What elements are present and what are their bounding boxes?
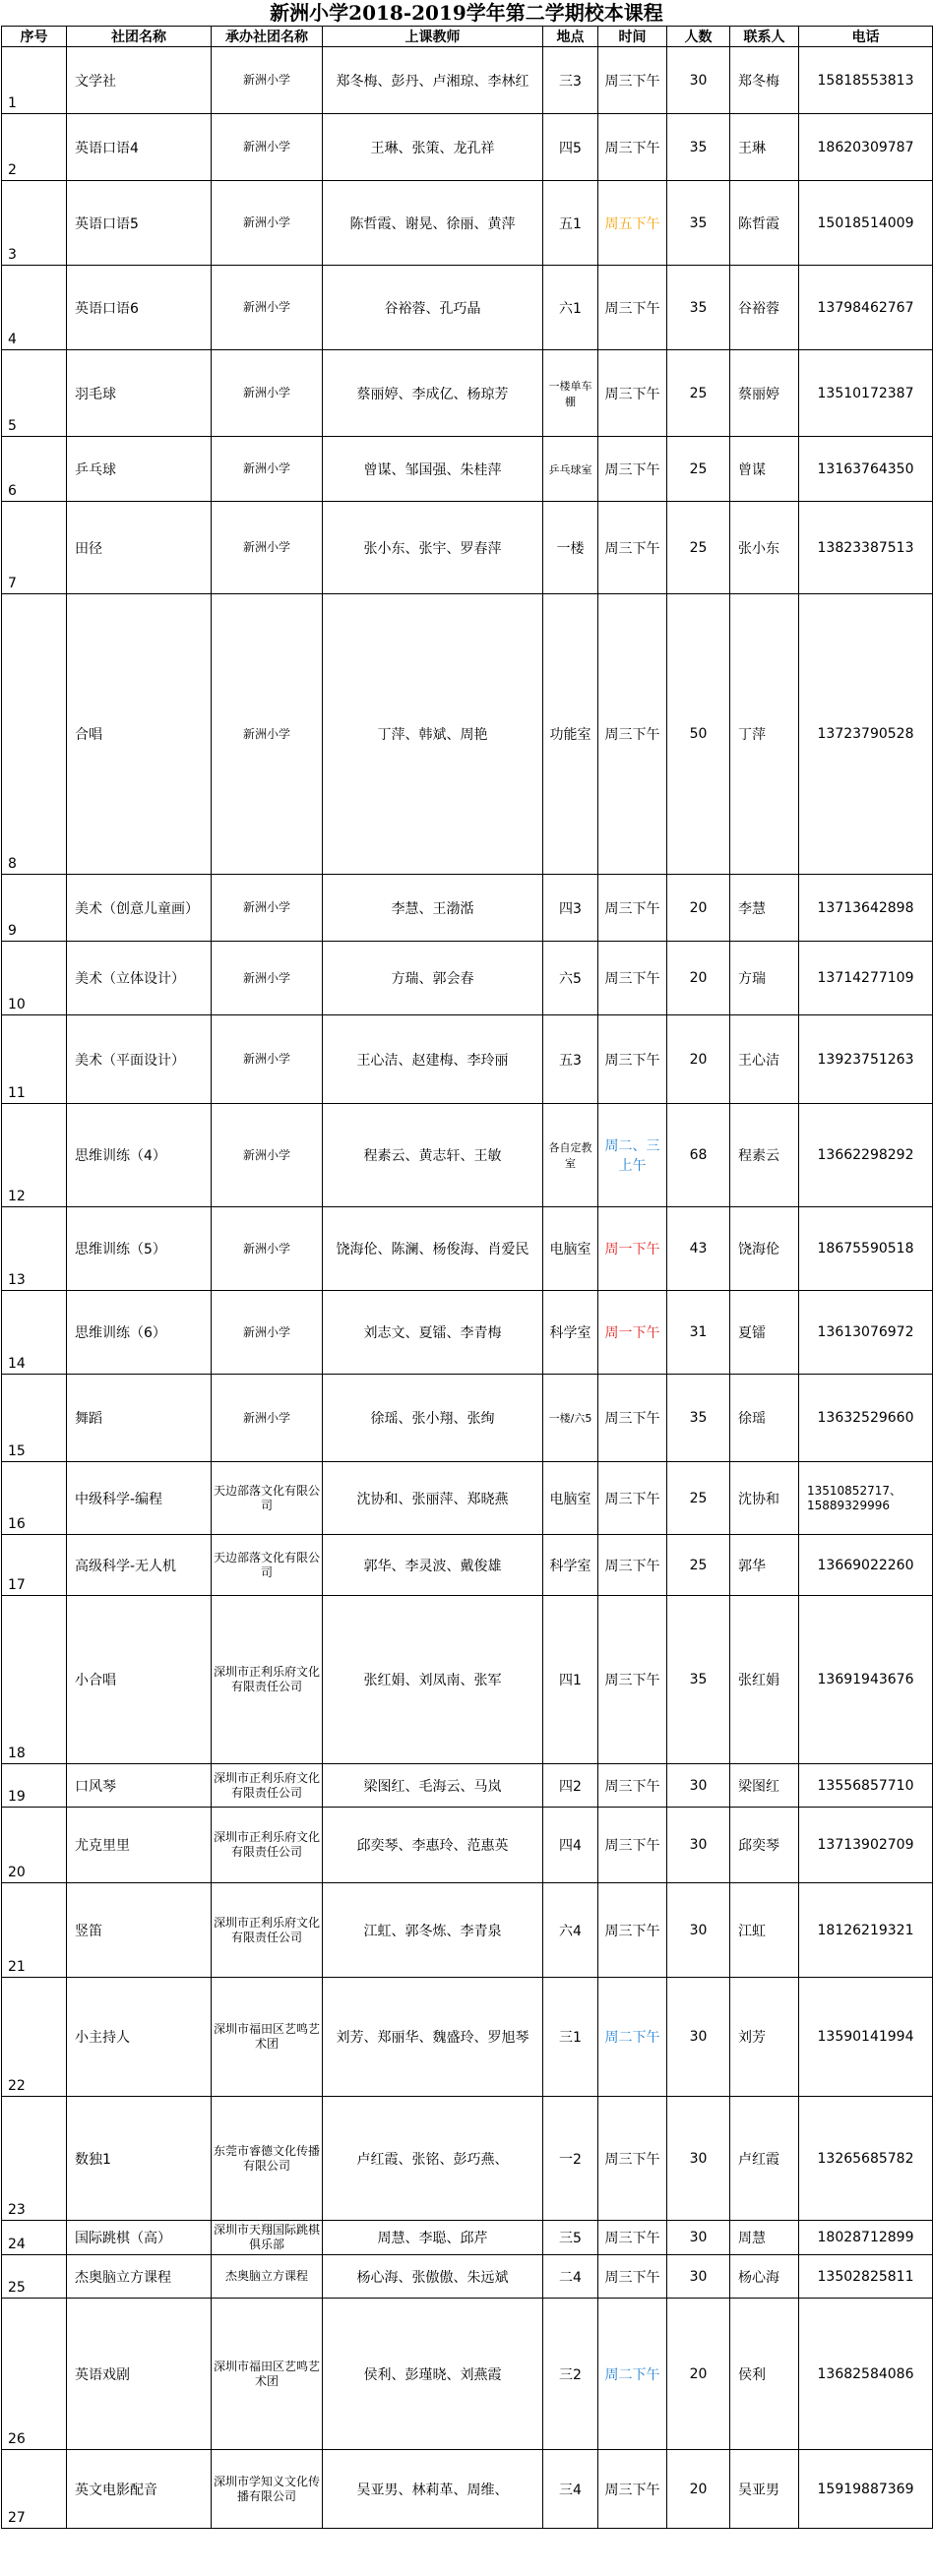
table-row [2, 1104, 933, 1207]
cell-row-index: 8 [2, 594, 67, 875]
cell-count: 35 [667, 1375, 730, 1462]
cell-phone: 13713642898 [799, 875, 933, 942]
cell-teachers: 江虹、郭冬炼、李青泉 [323, 1883, 543, 1978]
cell-count: 50 [667, 594, 730, 875]
cell-contact: 郑冬梅 [730, 47, 799, 114]
cell-phone: 13714277109 [799, 942, 933, 1015]
cell-place: 三2 [543, 2299, 598, 2450]
cell-time: 周三下午 [598, 1808, 667, 1883]
table-row [2, 437, 933, 502]
cell-organizer: 深圳市福田区艺鸣艺术团 [212, 2299, 323, 2450]
cell-phone: 13798462767 [799, 266, 933, 350]
cell-phone: 13613076972 [799, 1291, 933, 1375]
cell-club-name: 英文电影配音 [67, 2450, 212, 2529]
cell-place: 六5 [543, 942, 598, 1015]
cell-row-index: 6 [2, 437, 67, 502]
cell-time: 周三下午 [598, 1462, 667, 1535]
cell-time: 周三下午 [598, 266, 667, 350]
cell-organizer: 新洲小学 [212, 1104, 323, 1207]
cell-row-index: 17 [2, 1535, 67, 1596]
cell-time: 周三下午 [598, 2255, 667, 2299]
cell-count: 30 [667, 2255, 730, 2299]
cell-teachers: 卢红霞、张铭、彭巧燕、 [323, 2097, 543, 2221]
cell-row-index: 11 [2, 1015, 67, 1104]
header-organizer: 承办社团名称 [212, 27, 323, 47]
cell-phone: 13923751263 [799, 1015, 933, 1104]
cell-place: 五1 [543, 181, 598, 266]
cell-contact: 王琳 [730, 114, 799, 181]
cell-phone: 13502825811 [799, 2255, 933, 2299]
cell-row-index: 4 [2, 266, 67, 350]
cell-contact: 杨心海 [730, 2255, 799, 2299]
cell-time: 周三下午 [598, 1015, 667, 1104]
cell-place: 电脑室 [543, 1462, 598, 1535]
cell-teachers: 李慧、王渤湉 [323, 875, 543, 942]
cell-organizer: 新洲小学 [212, 875, 323, 942]
cell-phone: 18126219321 [799, 1883, 933, 1978]
cell-contact: 王心洁 [730, 1015, 799, 1104]
cell-organizer: 深圳市学知义文化传播有限公司 [212, 2450, 323, 2529]
header-contact: 联系人 [730, 27, 799, 47]
cell-club-name: 思维训练（4） [67, 1104, 212, 1207]
cell-count: 31 [667, 1291, 730, 1375]
cell-teachers: 吴亚男、林莉革、周维、 [323, 2450, 543, 2529]
cell-count: 30 [667, 2097, 730, 2221]
table-row [2, 47, 933, 114]
cell-phone: 13691943676 [799, 1596, 933, 1764]
cell-time: 周三下午 [598, 594, 667, 875]
table-row [2, 942, 933, 1015]
cell-teachers: 郑冬梅、彭丹、卢湘琼、李林红 [323, 47, 543, 114]
cell-organizer: 深圳市正利乐府文化有限责任公司 [212, 1764, 323, 1808]
cell-place: 四2 [543, 1764, 598, 1808]
cell-count: 35 [667, 114, 730, 181]
cell-contact: 丁萍 [730, 594, 799, 875]
cell-contact: 谷裕蓉 [730, 266, 799, 350]
cell-place: 六4 [543, 1883, 598, 1978]
cell-club-name: 英语戏剧 [67, 2299, 212, 2450]
table-row [2, 1291, 933, 1375]
cell-organizer: 深圳市天翔国际跳棋俱乐部 [212, 2221, 323, 2255]
cell-time: 周三下午 [598, 875, 667, 942]
cell-contact: 侯利 [730, 2299, 799, 2450]
cell-organizer: 新洲小学 [212, 594, 323, 875]
cell-club-name: 英语口语4 [67, 114, 212, 181]
cell-organizer: 深圳市正利乐府文化有限责任公司 [212, 1883, 323, 1978]
table-body [2, 47, 933, 2529]
course-table [1, 26, 933, 2529]
cell-time: 周二下午 [598, 2299, 667, 2450]
cell-teachers: 程素云、黄志轩、王敏 [323, 1104, 543, 1207]
cell-club-name: 羽毛球 [67, 350, 212, 437]
cell-row-index: 19 [2, 1764, 67, 1808]
cell-place: 四5 [543, 114, 598, 181]
header-time: 时间 [598, 27, 667, 47]
cell-organizer: 天边部落文化有限公司 [212, 1462, 323, 1535]
header-teachers: 上课教师 [323, 27, 543, 47]
table-row [2, 266, 933, 350]
cell-place: 各自定教室 [543, 1104, 598, 1207]
table-row [2, 1764, 933, 1808]
cell-phone: 13669022260 [799, 1535, 933, 1596]
cell-contact: 吴亚男 [730, 2450, 799, 2529]
cell-phone: 13823387513 [799, 502, 933, 594]
cell-organizer: 新洲小学 [212, 47, 323, 114]
cell-count: 30 [667, 47, 730, 114]
cell-row-index: 1 [2, 47, 67, 114]
cell-place: 四1 [543, 1596, 598, 1764]
table-row [2, 1883, 933, 1978]
cell-row-index: 22 [2, 1978, 67, 2097]
cell-club-name: 口风琴 [67, 1764, 212, 1808]
cell-organizer: 新洲小学 [212, 181, 323, 266]
cell-time: 周二、三上午 [598, 1104, 667, 1207]
cell-phone: 18620309787 [799, 114, 933, 181]
cell-club-name: 文学社 [67, 47, 212, 114]
cell-count: 20 [667, 2299, 730, 2450]
cell-phone: 13510852717、15889329996 [799, 1462, 933, 1535]
table-row [2, 1596, 933, 1764]
cell-phone: 15018514009 [799, 181, 933, 266]
cell-organizer: 东莞市睿德文化传播有限公司 [212, 2097, 323, 2221]
cell-count: 20 [667, 875, 730, 942]
cell-club-name: 英语口语6 [67, 266, 212, 350]
header-count: 人数 [667, 27, 730, 47]
cell-organizer: 新洲小学 [212, 1291, 323, 1375]
cell-place: 功能室 [543, 594, 598, 875]
cell-contact: 周慧 [730, 2221, 799, 2255]
cell-contact: 夏镭 [730, 1291, 799, 1375]
cell-contact: 程素云 [730, 1104, 799, 1207]
cell-teachers: 徐瑶、张小翔、张绚 [323, 1375, 543, 1462]
cell-contact: 郭华 [730, 1535, 799, 1596]
cell-club-name: 小主持人 [67, 1978, 212, 2097]
table-row [2, 1535, 933, 1596]
cell-teachers: 刘芳、郑丽华、魏盛玲、罗旭琴 [323, 1978, 543, 2097]
cell-place: 一2 [543, 2097, 598, 2221]
cell-place: 一楼 [543, 502, 598, 594]
cell-club-name: 国际跳棋（高） [67, 2221, 212, 2255]
cell-contact: 梁图红 [730, 1764, 799, 1808]
cell-teachers: 侯利、彭瑾晓、刘燕霞 [323, 2299, 543, 2450]
cell-place: 三3 [543, 47, 598, 114]
cell-contact: 饶海伦 [730, 1207, 799, 1291]
cell-teachers: 梁图红、毛海云、马岚 [323, 1764, 543, 1808]
cell-count: 25 [667, 437, 730, 502]
cell-count: 25 [667, 502, 730, 594]
cell-place: 一楼单车棚 [543, 350, 598, 437]
cell-count: 35 [667, 181, 730, 266]
cell-time: 周三下午 [598, 2097, 667, 2221]
cell-time: 周三下午 [598, 1375, 667, 1462]
cell-phone: 15919887369 [799, 2450, 933, 2529]
cell-place: 三5 [543, 2221, 598, 2255]
cell-club-name: 合唱 [67, 594, 212, 875]
cell-count: 35 [667, 266, 730, 350]
cell-contact: 江虹 [730, 1883, 799, 1978]
cell-count: 35 [667, 1596, 730, 1764]
cell-time: 周三下午 [598, 47, 667, 114]
cell-count: 43 [667, 1207, 730, 1291]
cell-time: 周三下午 [598, 114, 667, 181]
cell-club-name: 高级科学-无人机 [67, 1535, 212, 1596]
cell-contact: 沈协和 [730, 1462, 799, 1535]
cell-club-name: 思维训练（5） [67, 1207, 212, 1291]
cell-place: 三4 [543, 2450, 598, 2529]
cell-phone: 13556857710 [799, 1764, 933, 1808]
cell-count: 30 [667, 1808, 730, 1883]
cell-row-index: 5 [2, 350, 67, 437]
cell-count: 25 [667, 1462, 730, 1535]
cell-count: 25 [667, 1535, 730, 1596]
cell-organizer: 新洲小学 [212, 1375, 323, 1462]
cell-row-index: 24 [2, 2221, 67, 2255]
cell-phone: 13632529660 [799, 1375, 933, 1462]
cell-organizer: 新洲小学 [212, 1015, 323, 1104]
cell-row-index: 26 [2, 2299, 67, 2450]
cell-club-name: 田径 [67, 502, 212, 594]
table-row [2, 181, 933, 266]
cell-place: 四3 [543, 875, 598, 942]
cell-contact: 邱奕琴 [730, 1808, 799, 1883]
cell-count: 30 [667, 1764, 730, 1808]
cell-row-index: 23 [2, 2097, 67, 2221]
cell-time: 周三下午 [598, 1883, 667, 1978]
cell-teachers: 郭华、李灵波、戴俊雄 [323, 1535, 543, 1596]
cell-time: 周三下午 [598, 1535, 667, 1596]
cell-phone: 13510172387 [799, 350, 933, 437]
cell-club-name: 美术（创意儿童画） [67, 875, 212, 942]
cell-club-name: 英语口语5 [67, 181, 212, 266]
cell-organizer: 深圳市福田区艺鸣艺术团 [212, 1978, 323, 2097]
cell-count: 20 [667, 1015, 730, 1104]
cell-phone: 13590141994 [799, 1978, 933, 2097]
cell-place: 科学室 [543, 1535, 598, 1596]
header-club-name: 社团名称 [67, 27, 212, 47]
table-row [2, 2255, 933, 2299]
table-row [2, 1207, 933, 1291]
table-row [2, 1015, 933, 1104]
cell-club-name: 数独1 [67, 2097, 212, 2221]
cell-count: 20 [667, 2450, 730, 2529]
cell-organizer: 深圳市正利乐府文化有限责任公司 [212, 1596, 323, 1764]
cell-organizer: 深圳市正利乐府文化有限责任公司 [212, 1808, 323, 1883]
cell-row-index: 20 [2, 1808, 67, 1883]
cell-club-name: 尤克里里 [67, 1808, 212, 1883]
cell-count: 68 [667, 1104, 730, 1207]
cell-place: 电脑室 [543, 1207, 598, 1291]
cell-teachers: 张红娟、刘凤南、张军 [323, 1596, 543, 1764]
table-row [2, 875, 933, 942]
cell-teachers: 王琳、张策、龙孔祥 [323, 114, 543, 181]
cell-time: 周三下午 [598, 502, 667, 594]
cell-teachers: 刘志文、夏镭、李青梅 [323, 1291, 543, 1375]
cell-place: 二4 [543, 2255, 598, 2299]
cell-club-name: 舞蹈 [67, 1375, 212, 1462]
cell-row-index: 3 [2, 181, 67, 266]
cell-row-index: 10 [2, 942, 67, 1015]
cell-phone: 18675590518 [799, 1207, 933, 1291]
cell-place: 五3 [543, 1015, 598, 1104]
cell-teachers: 杨心海、张傲傲、朱远斌 [323, 2255, 543, 2299]
cell-row-index: 7 [2, 502, 67, 594]
cell-organizer: 新洲小学 [212, 437, 323, 502]
cell-count: 30 [667, 1978, 730, 2097]
table-row [2, 114, 933, 181]
cell-club-name: 竖笛 [67, 1883, 212, 1978]
cell-organizer: 杰奥脑立方课程 [212, 2255, 323, 2299]
cell-teachers: 陈哲霞、谢晃、徐丽、黄萍 [323, 181, 543, 266]
table-row [2, 350, 933, 437]
cell-time: 周二下午 [598, 1978, 667, 2097]
cell-row-index: 2 [2, 114, 67, 181]
header-place: 地点 [543, 27, 598, 47]
cell-contact: 徐瑶 [730, 1375, 799, 1462]
cell-contact: 蔡丽婷 [730, 350, 799, 437]
cell-row-index: 16 [2, 1462, 67, 1535]
cell-teachers: 饶海伦、陈澜、杨俊海、肖爱民 [323, 1207, 543, 1291]
cell-row-index: 27 [2, 2450, 67, 2529]
cell-club-name: 杰奥脑立方课程 [67, 2255, 212, 2299]
cell-place: 六1 [543, 266, 598, 350]
cell-place: 乒乓球室 [543, 437, 598, 502]
cell-time: 周三下午 [598, 1764, 667, 1808]
cell-contact: 陈哲霞 [730, 181, 799, 266]
cell-contact: 方瑞 [730, 942, 799, 1015]
cell-teachers: 方瑞、郭会春 [323, 942, 543, 1015]
cell-club-name: 中级科学-编程 [67, 1462, 212, 1535]
cell-row-index: 21 [2, 1883, 67, 1978]
header-row [2, 27, 933, 47]
cell-row-index: 18 [2, 1596, 67, 1764]
cell-phone: 13265685782 [799, 2097, 933, 2221]
cell-contact: 卢红霞 [730, 2097, 799, 2221]
cell-contact: 刘芳 [730, 1978, 799, 2097]
cell-count: 25 [667, 350, 730, 437]
header-phone: 电话 [799, 27, 933, 47]
cell-organizer: 天边部落文化有限公司 [212, 1535, 323, 1596]
header-index: 序号 [2, 27, 67, 47]
cell-row-index: 12 [2, 1104, 67, 1207]
cell-time: 周三下午 [598, 437, 667, 502]
table-row [2, 1375, 933, 1462]
table-row [2, 2221, 933, 2255]
cell-club-name: 小合唱 [67, 1596, 212, 1764]
cell-phone: 13723790528 [799, 594, 933, 875]
table-row [2, 1462, 933, 1535]
cell-row-index: 9 [2, 875, 67, 942]
cell-place: 科学室 [543, 1291, 598, 1375]
cell-phone: 13713902709 [799, 1808, 933, 1883]
cell-place: 四4 [543, 1808, 598, 1883]
cell-time: 周三下午 [598, 942, 667, 1015]
cell-phone: 18028712899 [799, 2221, 933, 2255]
cell-club-name: 思维训练（6） [67, 1291, 212, 1375]
cell-teachers: 蔡丽婷、李成亿、杨琼芳 [323, 350, 543, 437]
cell-place: 一楼/六5 [543, 1375, 598, 1462]
cell-organizer: 新洲小学 [212, 266, 323, 350]
cell-teachers: 邱奕琴、李惠玲、范惠英 [323, 1808, 543, 1883]
cell-row-index: 15 [2, 1375, 67, 1462]
cell-club-name: 美术（立体设计） [67, 942, 212, 1015]
cell-place: 三1 [543, 1978, 598, 2097]
cell-time: 周五下午 [598, 181, 667, 266]
cell-teachers: 沈协和、张丽萍、郑晓燕 [323, 1462, 543, 1535]
cell-teachers: 丁萍、韩斌、周艳 [323, 594, 543, 875]
cell-teachers: 王心洁、赵建梅、李玲丽 [323, 1015, 543, 1104]
cell-count: 30 [667, 2221, 730, 2255]
table-row [2, 1978, 933, 2097]
table-row [2, 2450, 933, 2529]
cell-count: 20 [667, 942, 730, 1015]
cell-contact: 李慧 [730, 875, 799, 942]
cell-row-index: 25 [2, 2255, 67, 2299]
cell-teachers: 周慧、李聪、邱芹 [323, 2221, 543, 2255]
cell-time: 周三下午 [598, 350, 667, 437]
cell-contact: 曾谋 [730, 437, 799, 502]
cell-teachers: 张小东、张宇、罗春萍 [323, 502, 543, 594]
cell-teachers: 曾谋、邹国强、朱桂萍 [323, 437, 543, 502]
cell-contact: 张小东 [730, 502, 799, 594]
table-row [2, 502, 933, 594]
page-title: 新洲小学2018-2019学年第二学期校本课程 [270, 1, 663, 25]
cell-row-index: 14 [2, 1291, 67, 1375]
cell-time: 周三下午 [598, 2450, 667, 2529]
table-row [2, 594, 933, 875]
cell-organizer: 新洲小学 [212, 942, 323, 1015]
cell-count: 30 [667, 1883, 730, 1978]
cell-phone: 13662298292 [799, 1104, 933, 1207]
cell-time: 周三下午 [598, 1596, 667, 1764]
cell-organizer: 新洲小学 [212, 114, 323, 181]
table-row [2, 2097, 933, 2221]
cell-teachers: 谷裕蓉、孔巧晶 [323, 266, 543, 350]
cell-phone: 13163764350 [799, 437, 933, 502]
cell-row-index: 13 [2, 1207, 67, 1291]
cell-phone: 15818553813 [799, 47, 933, 114]
cell-organizer: 新洲小学 [212, 350, 323, 437]
cell-organizer: 新洲小学 [212, 1207, 323, 1291]
cell-time: 周三下午 [598, 2221, 667, 2255]
cell-contact: 张红娟 [730, 1596, 799, 1764]
cell-club-name: 美术（平面设计） [67, 1015, 212, 1104]
cell-time: 周一下午 [598, 1291, 667, 1375]
cell-organizer: 新洲小学 [212, 502, 323, 594]
cell-phone: 13682584086 [799, 2299, 933, 2450]
cell-club-name: 乒乓球 [67, 437, 212, 502]
table-row [2, 1808, 933, 1883]
cell-time: 周一下午 [598, 1207, 667, 1291]
table-row [2, 2299, 933, 2450]
